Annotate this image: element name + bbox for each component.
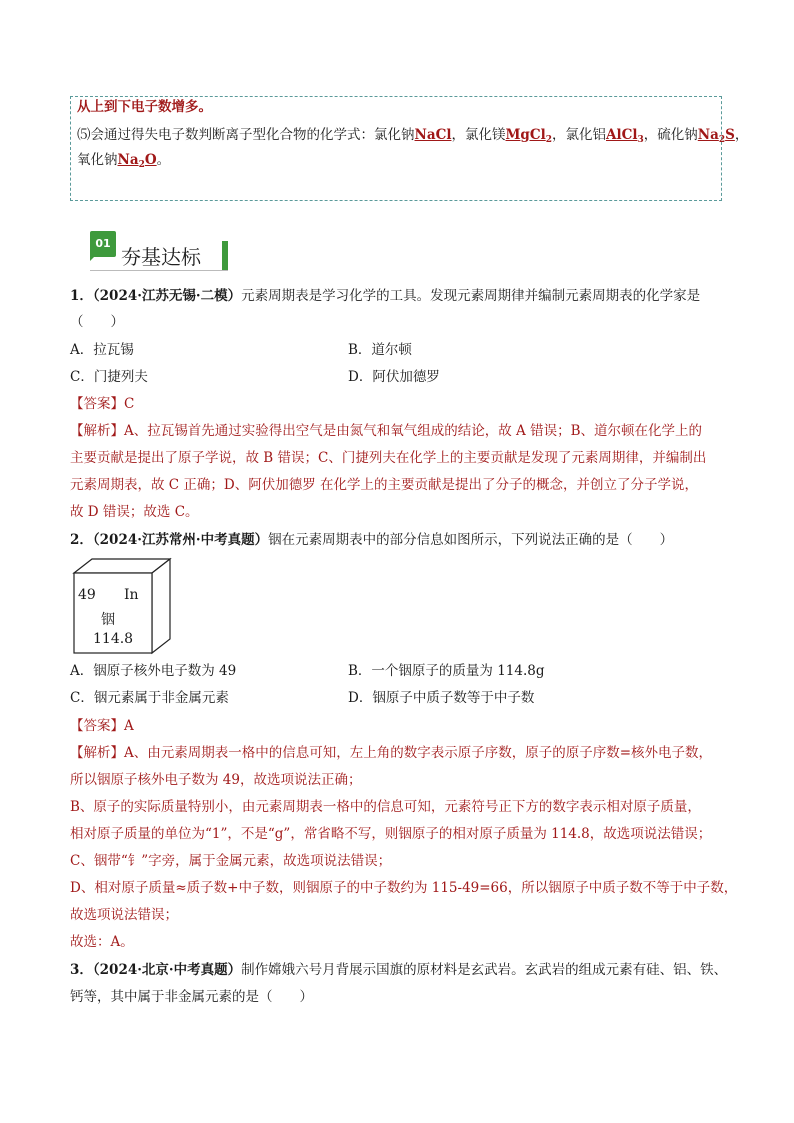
q2-option-c: C．铟元素属于非金属元素 bbox=[70, 690, 229, 706]
q2-analysis-8: 故选：A。 bbox=[70, 934, 134, 950]
answer-nacl: NaCl bbox=[414, 127, 452, 143]
section-badge: 01 bbox=[90, 231, 116, 257]
q2-analysis-3: B、原子的实际质量特别小，由元素周期表一格中的信息可知，元素符号正下方的数字表示相对原子质量， bbox=[70, 799, 701, 815]
q3-stem-line-2: 钙等，其中属于非金属元素的是（ ） bbox=[70, 989, 313, 1005]
q2-analysis-7: 故选项说法错误； bbox=[70, 907, 178, 923]
q2-analysis-4: 相对原子质量的单位为“1”，不是“g”，常省略不写，则铟原子的相对原子质量为 114.8，故选项说法错误； bbox=[70, 826, 712, 842]
q2-answer: 【答案】A bbox=[70, 718, 134, 734]
q2-option-d: D．铟原子中质子数等于中子数 bbox=[348, 690, 535, 706]
section-title: 夯基达标 bbox=[121, 245, 201, 269]
q2-analysis-5: C、铟带“钅”字旁，属于金属元素，故选项说法错误； bbox=[70, 853, 392, 869]
q1-analysis-4: 故 D 错误；故选 C。 bbox=[70, 504, 199, 520]
cell-symbol: In bbox=[124, 587, 139, 603]
q2-analysis-1: 【解析】A、由元素周期表一格中的信息可知，左上角的数字表示原子序数，原子的原子序数=核外电子数， bbox=[70, 745, 713, 761]
q1-analysis-2: 主要贡献是提出了原子学说，故 B 错误；C、门捷列夫在化学上的主要贡献是发现了元素周期律，并编制出 bbox=[70, 450, 707, 466]
answer-alcl3: AlCl$_3$ bbox=[606, 127, 644, 145]
section-underline bbox=[90, 270, 228, 271]
q1-option-b: B．道尔顿 bbox=[348, 342, 412, 358]
cell-atomic-number: 49 bbox=[78, 587, 96, 603]
summary-line-3: 氧化钠$Na_2O$。 bbox=[77, 152, 171, 170]
summary-line-2: ⑸会通过得失电子数判断离子型化合物的化学式：氯化钠NaCl，氯化镁MgCl$_2$，氯化铝AlCl$_3$，硫化钠$Na_2S$， bbox=[77, 127, 749, 145]
q2-analysis-2: 所以铟原子核外电子数为 49，故选项说法正确； bbox=[70, 772, 362, 788]
q2-option-a: A．铟原子核外电子数为 49 bbox=[70, 663, 237, 679]
q2-option-b: B．一个铟原子的质量为 114.8g bbox=[348, 663, 545, 679]
answer-na2s: $Na_2S$ bbox=[697, 127, 735, 145]
q1-answer: 【答案】C bbox=[70, 396, 135, 412]
answer-mgcl2: MgCl$_2$ bbox=[505, 127, 552, 145]
q1-analysis-1: 【解析】A、拉瓦锡首先通过实验得出空气是由氮气和氧气组成的结论，故 A 错误；B、道尔顿在化学上的 bbox=[70, 423, 703, 439]
q1-option-c: C．门捷列夫 bbox=[70, 369, 148, 385]
cell-element-name: 铟 bbox=[101, 612, 115, 628]
cell-atomic-mass: 114.8 bbox=[93, 631, 134, 647]
q3-stem: 3．（2024·北京·中考真题）制作嫦娥六号月背展示国旗的原材料是玄武岩。玄武岩的组成元素有硅、铝、铁、 bbox=[70, 962, 728, 978]
answer-na2o: $Na_2O$ bbox=[117, 152, 157, 170]
q1-option-a: A．拉瓦锡 bbox=[70, 342, 134, 358]
q2-analysis-6: D、相对原子质量≈质子数+中子数，则铟原子的中子数约为 115-49=66，所以铟原子中质子数不等于中子数， bbox=[70, 880, 738, 896]
q2-stem: 2．（2024·江苏常州·中考真题）铟在元素周期表中的部分信息如图所示，下列说法正确的是（ ） bbox=[70, 532, 674, 548]
section-accent-bar bbox=[222, 241, 228, 271]
summary-line-1: 从上到下电子数增多。 bbox=[77, 99, 212, 115]
q1-option-d: D．阿伏加德罗 bbox=[348, 369, 440, 385]
section-badge-tail bbox=[90, 255, 96, 261]
q1-stem: 1．（2024·江苏无锡·二模）元素周期表是学习化学的工具。发现元素周期律并编制元素周期表的化学家是 bbox=[70, 288, 701, 304]
q1-paren: （ ） bbox=[70, 314, 124, 330]
q1-analysis-3: 元素周期表，故 C 正确；D、阿伏加德罗 在化学上的主要贡献是提出了分子的概念，并创立了分子学说， bbox=[70, 477, 699, 493]
